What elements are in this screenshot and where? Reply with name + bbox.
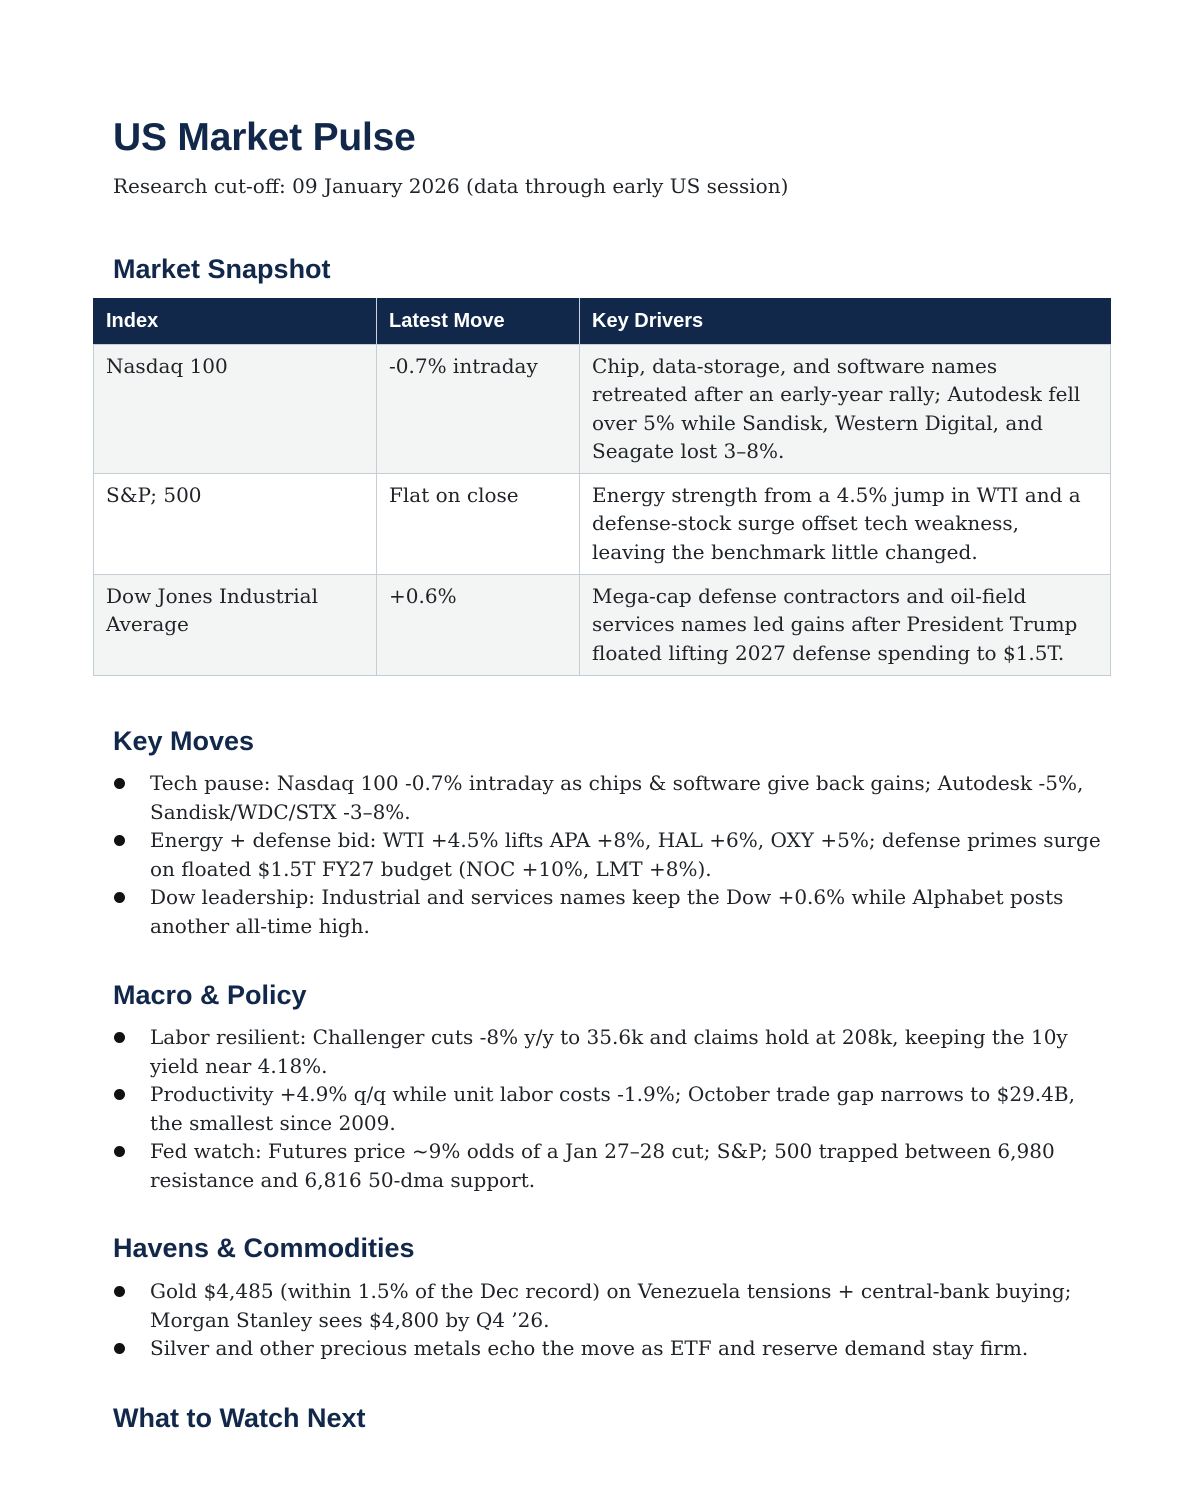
cell-key-drivers: Chip, data-storage, and software names retreated after an early-year rally; Autodesk fell over 5% while Sandisk, Western Digital, and Seagate lost 3–8%. xyxy=(580,344,1111,473)
list-item-text: Silver and other precious metals echo the move as ETF and reserve demand stay firm. xyxy=(150,1336,1029,1360)
list-item-text: Tech pause: Nasdaq 100 -0.7% intraday as chips & software give back gains; Autodesk -5%, Sandisk/WDC/STX -3–8%. xyxy=(150,771,1084,824)
bullet-icon xyxy=(114,1089,125,1100)
bullet-icon xyxy=(114,892,125,903)
macro-policy-list xyxy=(113,1023,1103,1194)
bullet-icon xyxy=(114,835,125,846)
cell-index: S&P; 500 xyxy=(94,473,377,574)
list-item xyxy=(113,769,1103,826)
table-header-row xyxy=(94,299,1111,345)
table-row xyxy=(94,574,1111,675)
cell-latest-move: -0.7% intraday xyxy=(377,344,580,473)
list-item-text: Energy + defense bid: WTI +4.5% lifts APA +8%, HAL +6%, OXY +5%; defense primes surge on floated $1.5T FY27 budget (NOC +10%, LMT +8%). xyxy=(150,828,1101,881)
list-item-text: Fed watch: Futures price ~9% odds of a Jan 27–28 cut; S&P; 500 trapped between 6,980 resistance and 6,816 50-dma support. xyxy=(150,1139,1055,1192)
cell-latest-move: +0.6% xyxy=(377,574,580,675)
cell-index: Dow Jones Industrial Average xyxy=(94,574,377,675)
bullet-icon xyxy=(114,1146,125,1157)
section-heading-macro-policy: Macro & Policy xyxy=(113,980,307,1010)
cell-key-drivers: Energy strength from a 4.5% jump in WTI and a defense-stock surge offset tech weakness, leaving the benchmark little changed. xyxy=(580,473,1111,574)
bullet-icon xyxy=(114,1343,125,1354)
havens-commodities-list xyxy=(113,1277,1103,1363)
section-heading-key-moves: Key Moves xyxy=(113,726,255,756)
table-row xyxy=(94,473,1111,574)
column-header-latest-move: Latest Move xyxy=(377,299,580,345)
list-item xyxy=(113,826,1103,883)
column-header-index: Index xyxy=(94,299,377,345)
cell-latest-move: Flat on close xyxy=(377,473,580,574)
bullet-icon xyxy=(114,1286,125,1297)
bullet-icon xyxy=(114,1032,125,1043)
key-moves-list xyxy=(113,769,1103,940)
bullet-icon xyxy=(114,778,125,789)
list-item-text: Dow leadership: Industrial and services names keep the Dow +0.6% while Alphabet posts another all-time high. xyxy=(150,885,1064,938)
list-item-text: Productivity +4.9% q/q while unit labor costs -1.9%; October trade gap narrows to $29.4B, the smallest since 2009. xyxy=(150,1082,1075,1135)
page-title: US Market Pulse xyxy=(113,116,416,159)
section-heading-what-to-watch: What to Watch Next xyxy=(113,1403,366,1433)
list-item xyxy=(113,1080,1103,1137)
cell-key-drivers: Mega-cap defense contractors and oil-field services names led gains after President Trump floated lifting 2027 defense spending to $1.5T. xyxy=(580,574,1111,675)
list-item xyxy=(113,1137,1103,1194)
research-cutoff: Research cut-off: 09 January 2026 (data through early US session) xyxy=(113,174,789,198)
table-row xyxy=(94,344,1111,473)
list-item xyxy=(113,1023,1103,1080)
cell-index: Nasdaq 100 xyxy=(94,344,377,473)
list-item-text: Gold $4,485 (within 1.5% of the Dec record) on Venezuela tensions + central-bank buying; Morgan Stanley sees $4,800 by Q4 ’26. xyxy=(150,1279,1072,1332)
list-item xyxy=(113,883,1103,940)
section-heading-market-snapshot: Market Snapshot xyxy=(113,254,331,284)
list-item xyxy=(113,1277,1103,1334)
list-item-text: Labor resilient: Challenger cuts -8% y/y to 35.6k and claims hold at 208k, keeping the 10y yield near 4.18%. xyxy=(150,1025,1068,1078)
market-snapshot-table xyxy=(93,298,1111,676)
list-item xyxy=(113,1334,1103,1363)
section-heading-havens-commodities: Havens & Commodities xyxy=(113,1233,415,1263)
column-header-key-drivers: Key Drivers xyxy=(580,299,1111,345)
